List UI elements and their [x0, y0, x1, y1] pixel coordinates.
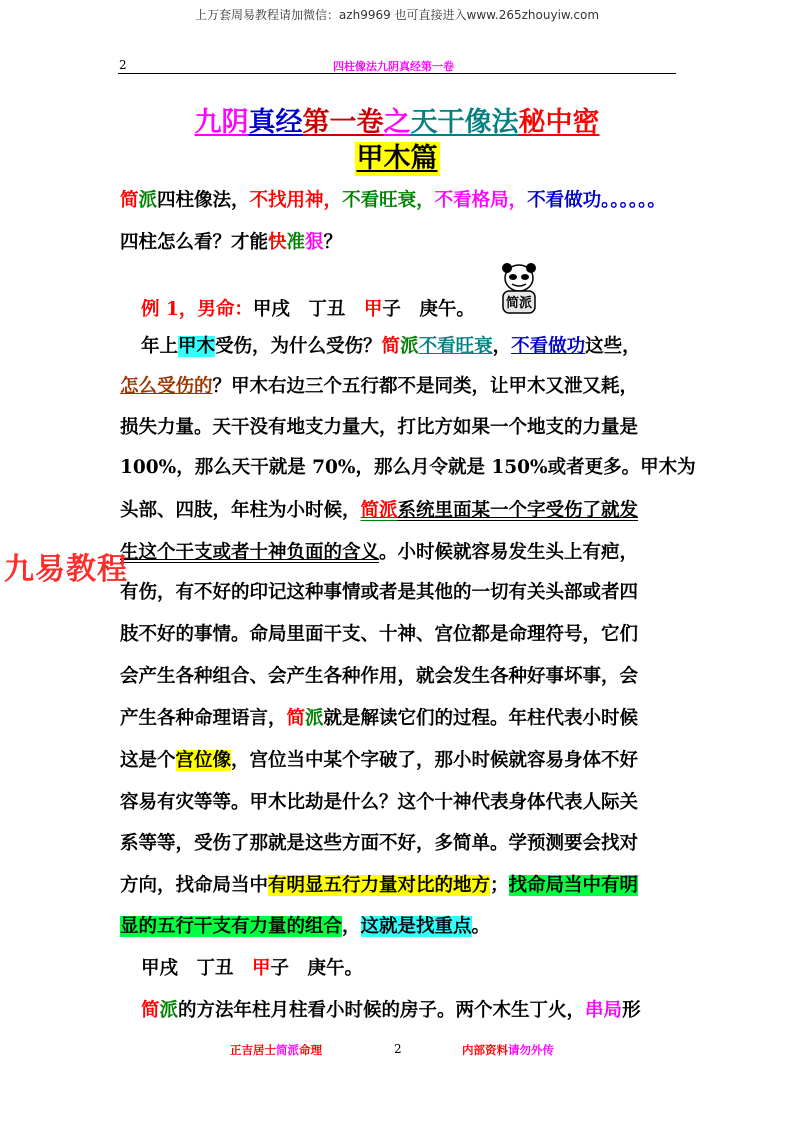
watermark: 九易教程: [4, 552, 128, 587]
pai-char: 派: [138, 190, 158, 211]
header-book-title: [333, 58, 454, 74]
highlight-jiamu: 甲木: [178, 336, 216, 357]
highlight-green: 显的五行干支有力量的组合: [120, 916, 343, 937]
text-line-19: [141, 954, 363, 984]
title-part-4: 之: [383, 107, 411, 138]
jian-char: 简: [120, 190, 139, 211]
line4-seg: ，: [492, 336, 512, 357]
text-line-8: [120, 496, 638, 526]
line20-seg: 的方法年柱月柱看小时候的房子。两个木生丁火，: [178, 1000, 586, 1021]
line3-seg: 子 庚午。: [382, 299, 475, 320]
footer-seg: 简派: [276, 1043, 299, 1057]
footer-seg: 正吉居士: [230, 1043, 276, 1057]
line18-seg: ，: [342, 916, 361, 937]
line1-seg: 不看旺衰，: [342, 190, 435, 211]
line19-seg: 甲戌 丁丑: [141, 958, 253, 979]
footer-seg: 内部资料: [462, 1043, 508, 1057]
text-line-16: 系等等，受伤了那就是这些方面不好，多简单。学预测要会找对: [120, 833, 639, 854]
title-part-1: 九阴: [194, 107, 249, 138]
line9-seg: 生这个干支或者十神负面的含义: [120, 542, 380, 563]
pai-char: 派: [305, 708, 324, 729]
line8-seg: [361, 500, 398, 521]
line3-seg: 甲: [363, 299, 383, 320]
line4-seg: 不看做功: [511, 336, 586, 357]
line4-seg: 年上: [141, 336, 179, 357]
jian-char: 简: [381, 336, 401, 357]
text-line-14: [120, 746, 638, 776]
text-line-6: 损失力量。天干没有地支力量大，打比方如果一个地支的力量是: [120, 417, 639, 438]
line13-seg: 就是解读它们的过程。年柱代表小时候: [323, 708, 639, 729]
highlight-green: 找命局当中有明: [508, 875, 639, 896]
highlight-gongweixiang: 宫位像: [175, 750, 232, 771]
example-line: [141, 295, 475, 325]
top-note: 上万套周易教程请加微信：azh9969 也可直接进入www.265zhouyiw.com: [194, 8, 600, 22]
line19-seg: 子 庚午。: [270, 958, 364, 979]
line14-seg: 这是个: [120, 750, 176, 771]
title-part-5: 天干像法: [410, 107, 519, 138]
highlight-cyan: 这就是找重点: [360, 916, 472, 937]
line1-seg: 不看格局，: [434, 190, 528, 211]
text-line-4: [141, 332, 641, 362]
jianpai-word: 简派: [360, 500, 398, 521]
text-line-9: [120, 538, 638, 568]
line1-seg: 不找用神，: [249, 190, 343, 211]
line8-seg: 系统里面某一个字受伤了就发: [397, 500, 639, 521]
line5-seg: 怎么受伤的: [120, 376, 213, 397]
line2-seg: 快: [268, 232, 287, 253]
footer-seg: 命理: [299, 1043, 322, 1057]
svg-text:简派: 简派: [505, 296, 533, 311]
line18-seg: 。: [471, 916, 491, 937]
line1-seg: 不看做功。。。。。。: [527, 190, 666, 211]
line2-seg: 狠: [305, 232, 324, 253]
footer-left: [230, 1042, 322, 1058]
text-line-13: [120, 704, 638, 734]
header-rule: [118, 73, 676, 74]
header-page-number: 2: [119, 58, 127, 72]
jian-char: 简: [286, 708, 306, 729]
line3-seg: 甲戌 丁丑: [252, 299, 364, 320]
footer-page-number: 2: [394, 1042, 402, 1056]
line13-seg: 产生各种命理语言，: [120, 708, 287, 729]
line20-seg: 形: [622, 1000, 641, 1021]
text-line-2: [120, 228, 342, 258]
line19-seg: 甲: [252, 958, 271, 979]
text-line-15: 容易有灾等等。甲木比劫是什么？这个十神代表身体代表人际关: [120, 792, 639, 813]
jian-char: 简: [141, 1000, 160, 1021]
page-title: [0, 100, 794, 139]
text-line-11: 肢不好的事情。命局里面干支、十神、宫位都是命理符号，它们: [120, 624, 639, 645]
line4-seg: 这些，: [585, 336, 641, 357]
line2-seg: ？: [323, 232, 343, 253]
text-line-12: 会产生各种组合、会产生各种作用，就会发生各种好事坏事，会: [120, 666, 639, 687]
line2-seg: 准: [286, 232, 306, 253]
line20-seg: 串局: [585, 1000, 623, 1021]
text-line-5: [120, 372, 638, 402]
line17-seg: 方向，找命局当中: [120, 875, 269, 896]
text-line-18: [120, 912, 490, 942]
line5-seg: ？甲木右边三个五行都不是同类，让甲木又泄又耗，: [212, 376, 639, 397]
title-part-6: 秘中密: [518, 107, 600, 138]
pai-char: 派: [159, 1000, 179, 1021]
panda-face-icon: [498, 263, 540, 315]
text-line-10: 有伤，有不好的印记这种事情或者是其他的一切有关头部或者四: [120, 582, 639, 603]
line2-seg: 四柱怎么看？才能: [120, 232, 269, 253]
text-line-1: [120, 186, 666, 216]
text-line-20: [141, 996, 641, 1026]
title-part-2: 真经: [248, 107, 303, 138]
header-title-text: 四柱像法九阴真经第一卷: [333, 60, 454, 73]
page-subtitle: 甲木篇: [356, 143, 438, 174]
line14-seg: ，宫位当中某个字破了，那小时候就容易身体不好: [231, 750, 639, 771]
line9-seg: 。小时候就容易发生头上有疤，: [379, 542, 639, 563]
subtitle-wrap: [0, 142, 794, 176]
footer-seg: 请勿外传: [508, 1043, 554, 1057]
example-label: 例 1，男命：: [141, 299, 253, 320]
footer-right: [462, 1042, 554, 1058]
text-line-17: [120, 871, 638, 901]
line1-seg: 四柱像法，: [157, 190, 250, 211]
line4-seg: 受伤，为什么受伤？: [215, 336, 382, 357]
line8-seg: 头部、四肢，年柱为小时候，: [120, 500, 361, 521]
line4-seg: 不看旺衰: [418, 336, 493, 357]
line17-seg: ；: [490, 875, 509, 896]
text-line-7: 100%，那么天干就是 70%，那么月令就是 150%或者更多。甲木为: [120, 457, 696, 478]
highlight-yellow: 有明显五行力量对比的地方: [268, 875, 491, 896]
title-part-3: 第一卷: [302, 107, 384, 138]
pai-char: 派: [400, 336, 419, 357]
